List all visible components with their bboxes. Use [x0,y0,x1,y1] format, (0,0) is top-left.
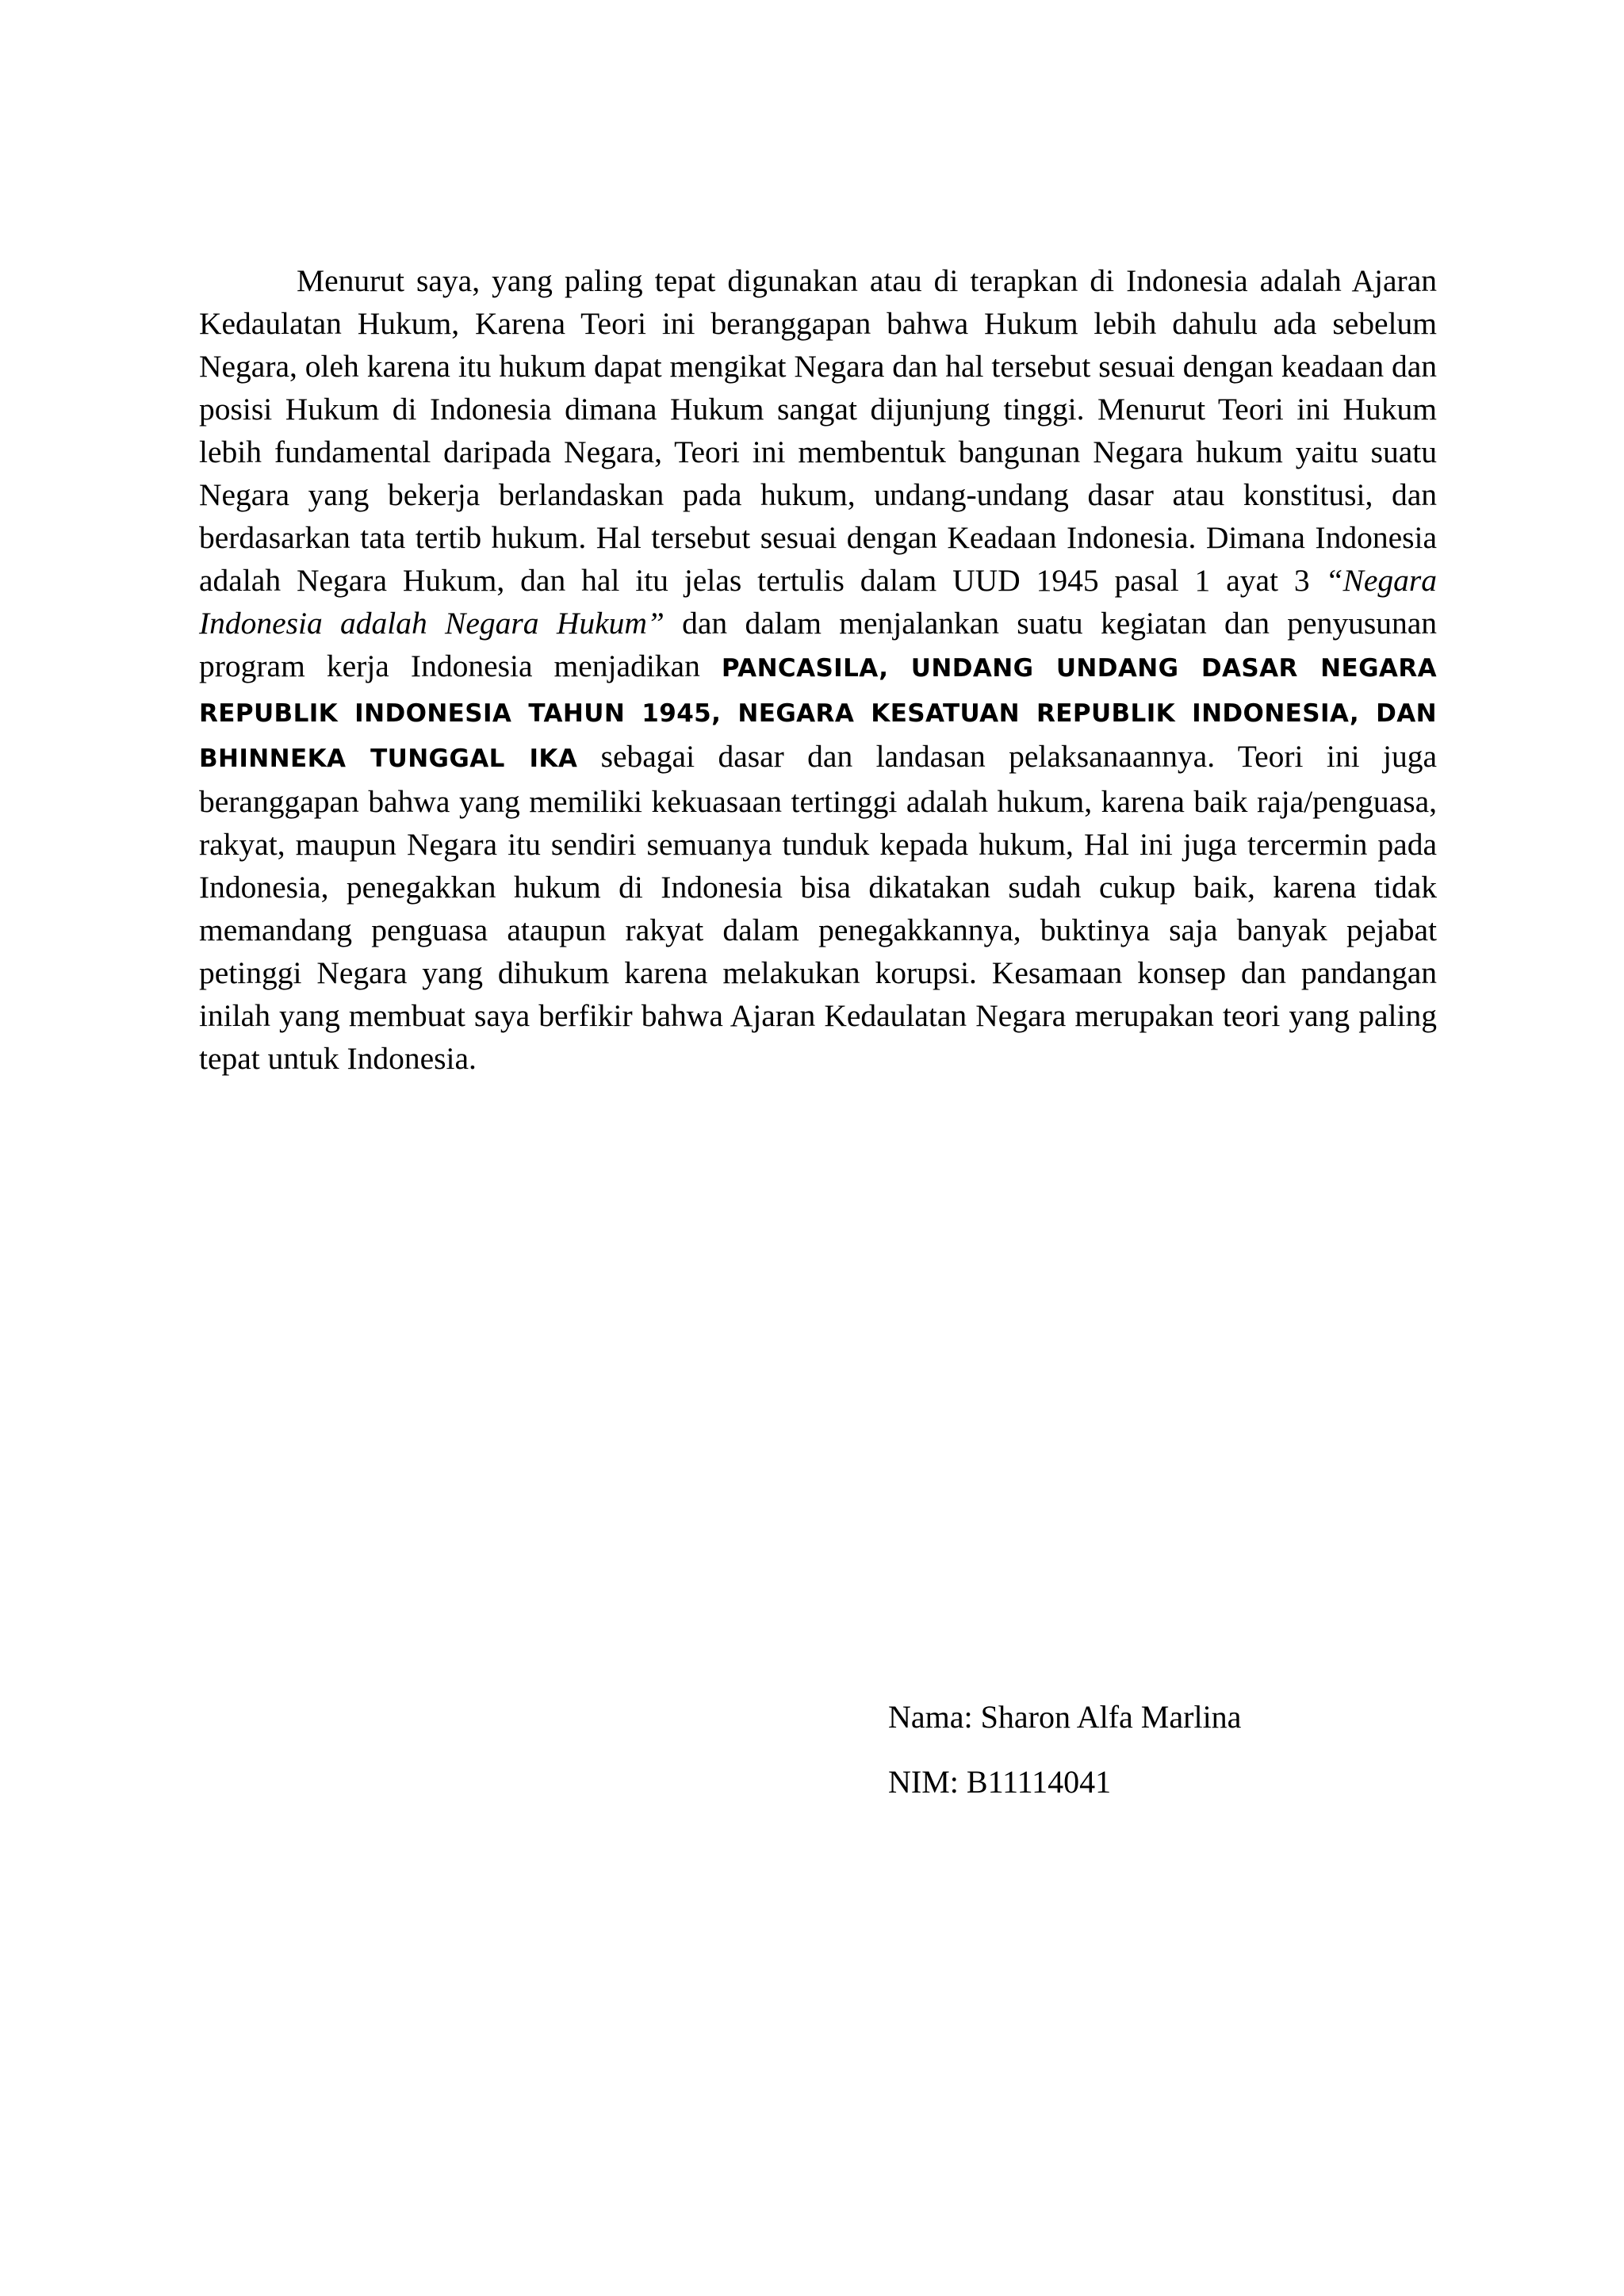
body-paragraph [199,259,1437,1080]
paragraph-text-part-1: Menurut saya, yang paling tepat digunakan atau di terapkan di Indonesia adalah Ajaran Kedaulatan Hukum, Karena Teori ini beranggapan bahwa Hukum lebih dahulu ada sebelum Negara, oleh karena itu hukum dapat mengikat Negara dan hal tersebut sesuai dengan keadaan dan posisi Hukum di Indonesia dimana Hukum sangat dijunjung tinggi. Menurut Teori ini Hukum lebih fundamental daripada Negara, Teori ini membentuk bangunan Negara hukum yaitu suatu Negara yang bekerja berlandaskan pada hukum, undang-undang dasar atau konstitusi, dan berdasarkan tata tertib hukum. Hal tersebut sesuai dengan Keadaan Indonesia. Dimana Indonesia adalah Negara Hukum, dan hal itu jelas tertulis dalam UUD 1945 pasal 1 ayat 3 [199,263,1437,598]
student-id: NIM: B11114041 [888,1764,1112,1800]
signature-block [888,1685,1241,1815]
student-name: Nama: Sharon Alfa Marlina [888,1699,1242,1735]
paragraph-text-part-3: sebagai dasar dan landasan pelaksanaannya. Teori ini juga beranggapan bahwa yang memiliki kekuasaan tertinggi adalah hukum, karena baik raja/penguasa, rakyat, maupun Negara itu sendiri semuanya tunduk kepada hukum, Hal ini juga tercermin pada Indonesia, penegakkan hukum di Indonesia bisa dikatakan sudah cukup baik, karena tidak memandang penguasa ataupun rakyat dalam penegakkannya, buktinya saja banyak pejabat petinggi Negara yang dihukum karena melakukan korupsi. Kesamaan konsep dan pandangan inilah yang membuat saya berfikir bahwa Ajaran Kedaulatan Negara merupakan teori yang paling tepat untuk Indonesia. [199,739,1437,1076]
italic-quote: “Negara Indonesia adalah Negara Hukum” [199,563,1437,641]
paragraph-text-part-2: dan dalam menjalankan suatu kegiatan dan penyusunan program kerja Indonesia menjadikan [199,606,1437,683]
bold-national-foundations: PANCASILA, UNDANG UNDANG DASAR NEGARA REPUBLIK INDONESIA TAHUN 1945, NEGARA KESATUAN REPUBLIK INDONESIA, DAN BHINNEKA TUNGGAL IKA [199,654,1437,773]
